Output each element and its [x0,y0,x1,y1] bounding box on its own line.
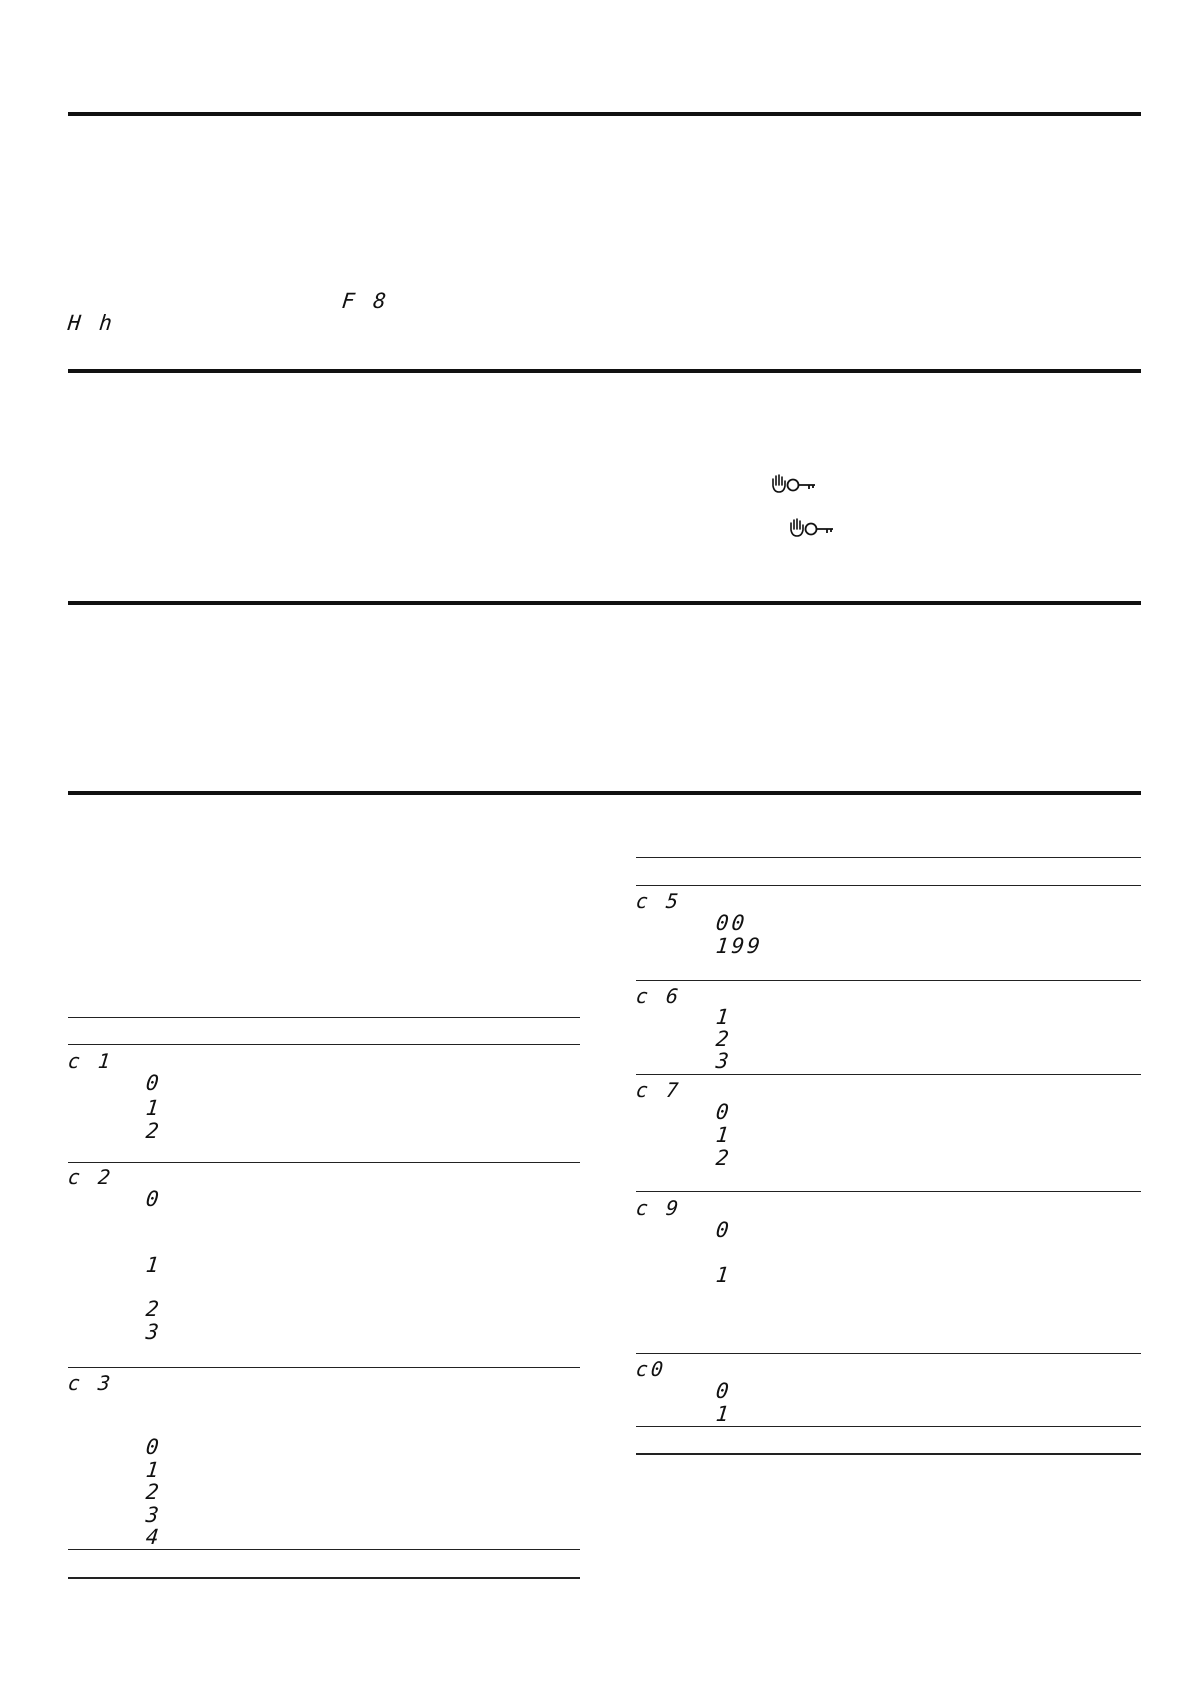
setting-value: 1 [714,1005,733,1029]
table-row-rule [68,1162,580,1163]
setting-value: 1 [714,1263,733,1287]
table-header-rule [636,857,1141,858]
table-row-rule [68,1367,580,1368]
table-row-rule [68,1549,580,1550]
setting-value: 0 [714,1100,733,1124]
setting-value: 0 [144,1187,163,1211]
setting-value: 1 [144,1253,163,1277]
setting-value: 0 [144,1435,163,1459]
setting-value: 199 [714,934,765,958]
setting-value: 1 [144,1458,163,1482]
setting-code: c 9 [634,1196,683,1220]
table-header-rule [68,1017,580,1018]
section-divider [68,369,1141,373]
setting-code: c 1 [66,1049,115,1073]
table-row-rule [636,1426,1141,1427]
section-divider [68,112,1141,116]
table-bottom-rule [68,1577,580,1579]
setting-code: c 6 [634,984,683,1008]
setting-code: c 7 [634,1078,683,1102]
table-row-rule [636,980,1141,981]
setting-value: 1 [714,1402,733,1426]
setting-value: 1 [144,1096,163,1120]
table-header-rule [68,1044,580,1045]
section-divider [68,791,1141,795]
setting-value: 0 [144,1071,163,1095]
setting-value: 2 [144,1297,163,1321]
setting-value: 0 [714,1218,733,1242]
setting-value: 2 [144,1480,163,1504]
setting-value: 3 [714,1049,733,1073]
display-code-hh: H h [66,311,117,335]
setting-value: 3 [144,1320,163,1344]
setting-value: 2 [144,1119,163,1143]
setting-value: 2 [714,1146,733,1170]
display-code-f8: F 8 [340,289,391,313]
setting-value: 4 [144,1525,163,1549]
setting-code: c 3 [66,1371,115,1395]
hand-key-lock-icon [788,517,836,539]
setting-code: c0 [634,1357,668,1381]
setting-value: 00 [714,911,749,935]
table-row-rule [636,1074,1141,1075]
table-header-rule [636,885,1141,886]
setting-value: 1 [714,1123,733,1147]
section-divider [68,601,1141,605]
table-row-rule [636,1191,1141,1192]
setting-value: 2 [714,1027,733,1051]
setting-value: 3 [144,1503,163,1527]
table-row-rule [636,1353,1141,1354]
setting-value: 0 [714,1379,733,1403]
setting-code: c 5 [634,889,683,913]
hand-key-lock-icon [770,473,818,495]
setting-code: c 2 [66,1165,115,1189]
table-bottom-rule [636,1453,1141,1455]
